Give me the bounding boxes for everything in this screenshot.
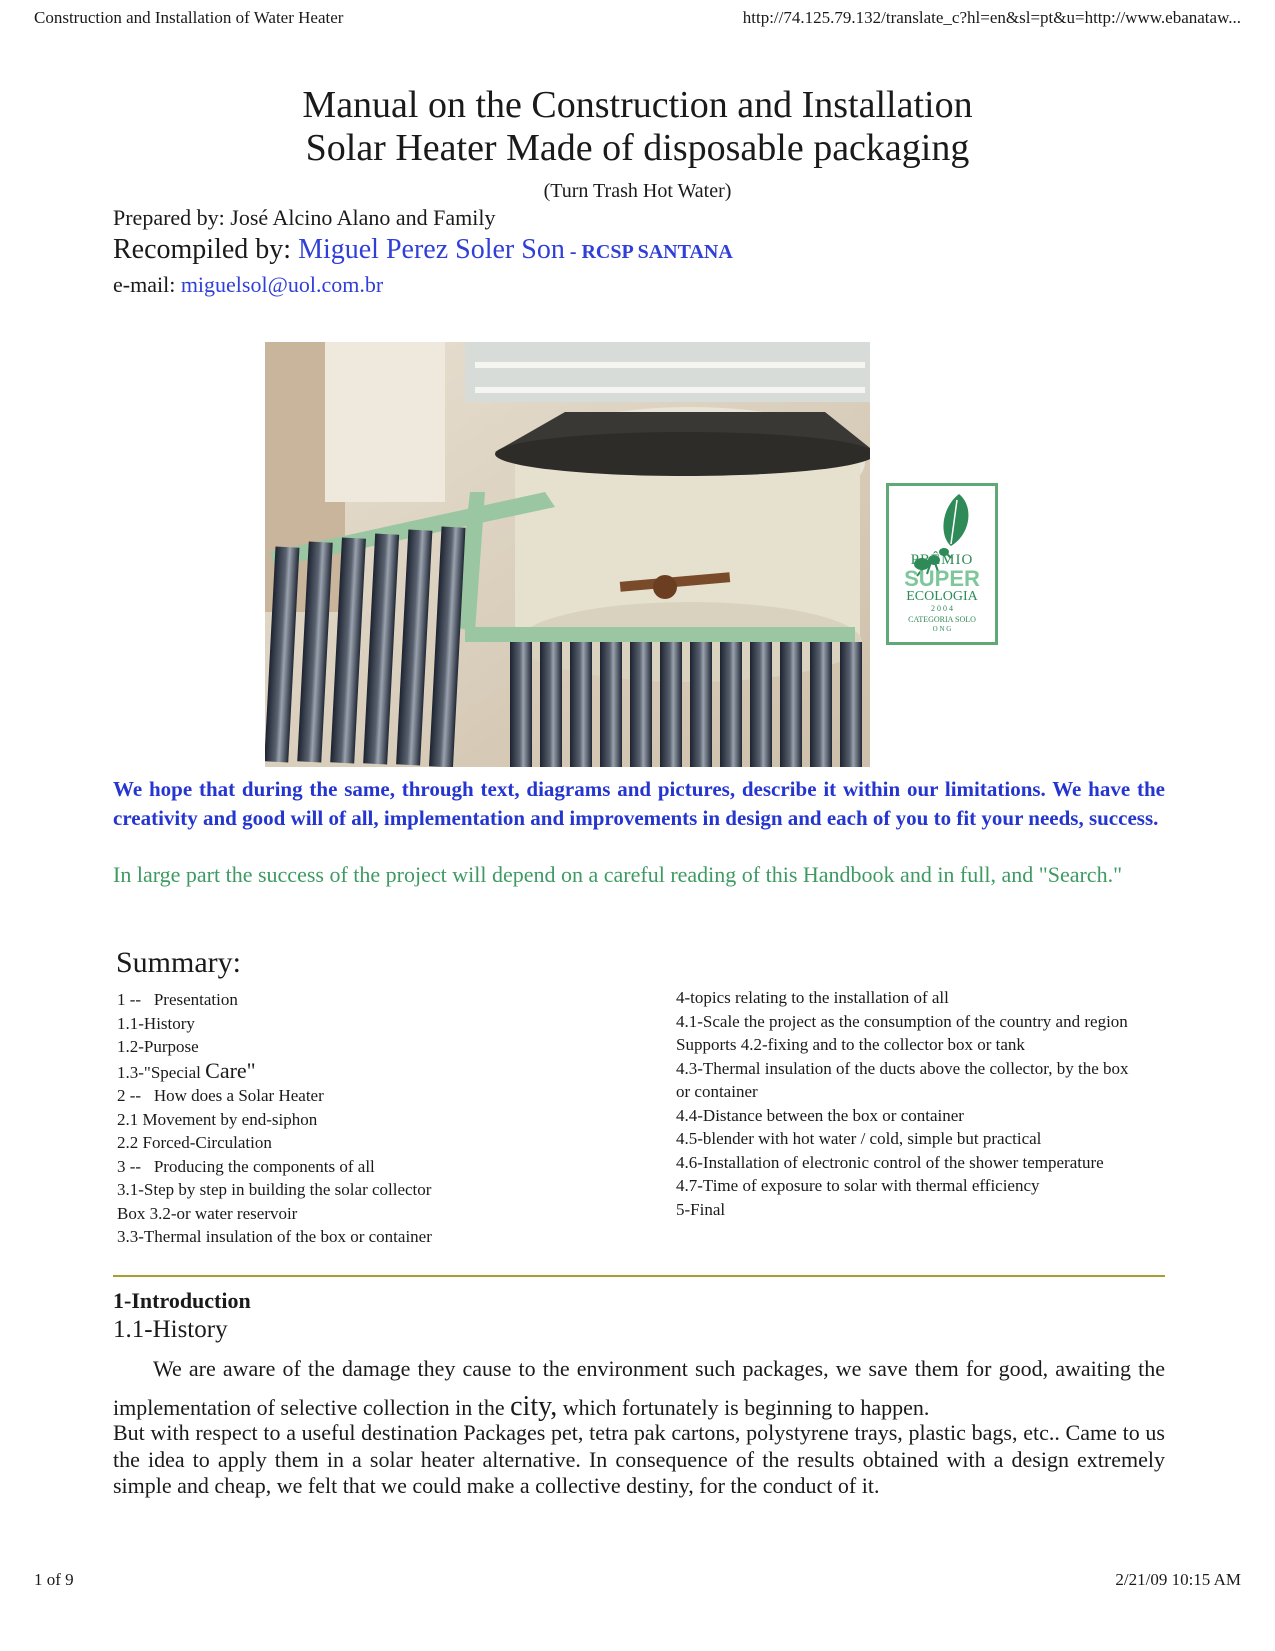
document-subtitle: (Turn Trash Hot Water)	[543, 180, 732, 202]
summary-item[interactable]: 2 -- How does a Solar Heater	[117, 1086, 324, 1105]
p1-start: We are aware of the damage they cause to the environment such packages, we save them for good, awaiting the implementation of selective collection in the	[113, 1356, 1165, 1420]
print-datetime: 2/21/09 10:15 AM	[1115, 1570, 1241, 1589]
email-label: e-mail:	[113, 272, 181, 297]
summary-item[interactable]: 3.1-Step by step in building the solar collector	[117, 1180, 432, 1199]
logo-line1: PRÊMIO	[910, 552, 974, 568]
logo-line3: ECOLOGIA	[906, 589, 978, 604]
history-paragraph-2: But with respect to a useful destination Packages pet, tetra pak cartons, polystyrene trays, plastic bags, etc.. Came to us the idea to apply them in a solar heater alternative. In consequence of the results obtained with a design extremely simple and cheap, we felt that we could make a collective destiny, for the conduct of it.	[113, 1420, 1165, 1498]
summary-item[interactable]	[117, 1059, 617, 1085]
history-paragraph-1	[113, 1350, 1165, 1427]
summary-item[interactable]: 2.2 Forced-Circulation	[117, 1133, 272, 1152]
solar-heater-illustration	[265, 342, 870, 767]
section-divider	[113, 1275, 1165, 1277]
summary-item[interactable]: Supports 4.2-fixing and to the collector box or tank	[676, 1035, 1025, 1054]
logo-line2: SUPER	[904, 566, 980, 591]
summary-right-list	[676, 986, 1146, 1221]
summary-item[interactable]: 3 -- Producing the components of all	[117, 1156, 375, 1176]
summary-item[interactable]: 1.1-History	[117, 1013, 195, 1033]
summary-item[interactable]: 4.7-Time of exposure to solar with thermal efficiency	[676, 1176, 1040, 1195]
summary-item[interactable]: 5-Final	[676, 1199, 726, 1219]
history-subheading: 1.1-History	[113, 1316, 228, 1343]
summary-title: Summary:	[116, 946, 241, 979]
summary-item[interactable]: Box 3.2-or water reservoir	[117, 1203, 298, 1223]
recompiled-org: - RCSP SANTANA	[564, 241, 733, 263]
page-number: 1 of 9	[34, 1570, 74, 1589]
summary-item[interactable]: 4.6-Installation of electronic control of the shower temperature	[676, 1152, 1104, 1172]
page-url-header: http://74.125.79.132/translate_c?hl=en&sl=pt&u=http://www.ebanataw...	[742, 8, 1241, 27]
summary-left-list	[117, 988, 617, 1249]
summary-item-care: Care"	[205, 1057, 256, 1083]
logo-year: 2 0 0 4	[931, 604, 953, 613]
summary-item[interactable]: 1 -- Presentation	[117, 990, 238, 1009]
p1-end: which fortunately is beginning to happen.	[557, 1395, 930, 1420]
summary-item[interactable]: 4.3-Thermal insulation of the ducts above the collector, by the box or container	[676, 1058, 1129, 1101]
logo-category: CATEGORIA SOLO	[908, 615, 976, 624]
prepared-by: Prepared by: José Alcino Alano and Family	[113, 205, 496, 230]
introduction-heading: 1-Introduction	[113, 1288, 251, 1313]
summary-item-text: 1.3-"Special	[117, 1062, 206, 1082]
logo-ong: O N G	[932, 625, 952, 633]
email-link[interactable]: miguelsol@uol.com.br	[180, 272, 384, 297]
summary-item[interactable]: 2.1 Movement by end-siphon	[117, 1109, 318, 1129]
intro-message-green: In large part the success of the project will depend on a careful reading of this Handbook and in full, and "Search."	[113, 862, 1123, 887]
summary-item[interactable]: 1.2-Purpose	[117, 1037, 199, 1056]
summary-item[interactable]: 4.1-Scale the project as the consumption of the country and region	[676, 1011, 1128, 1031]
page-title-header: Construction and Installation of Water Heater	[34, 8, 344, 27]
recompiled-name: Miguel Perez Soler Son	[298, 234, 565, 265]
summary-item[interactable]: 4.5-blender with hot water / cold, simple but practical	[676, 1129, 1042, 1148]
summary-item[interactable]: 4-topics relating to the installation of all	[676, 988, 949, 1007]
intro-message-bold: We hope that during the same, through text, diagrams and pictures, describe it within our limitations. We have the creativity and good will of all, implementation and improvements in design and each of you to fit your needs, success.	[113, 777, 1165, 830]
email-line	[113, 272, 383, 298]
recompiled-label: Recompiled by:	[113, 234, 299, 265]
p1-city: city,	[510, 1391, 558, 1422]
summary-item[interactable]: 3.3-Thermal insulation of the box or container	[117, 1227, 432, 1246]
document-title-line1: Manual on the Construction and Installation	[302, 84, 973, 126]
summary-item[interactable]: 4.4-Distance between the box or container	[676, 1105, 964, 1125]
solar-heater-photo	[265, 342, 870, 767]
document-title-line2: Solar Heater Made of disposable packaging	[305, 127, 970, 169]
recompiled-by	[113, 234, 733, 266]
premio-super-ecologia-logo	[886, 483, 998, 645]
